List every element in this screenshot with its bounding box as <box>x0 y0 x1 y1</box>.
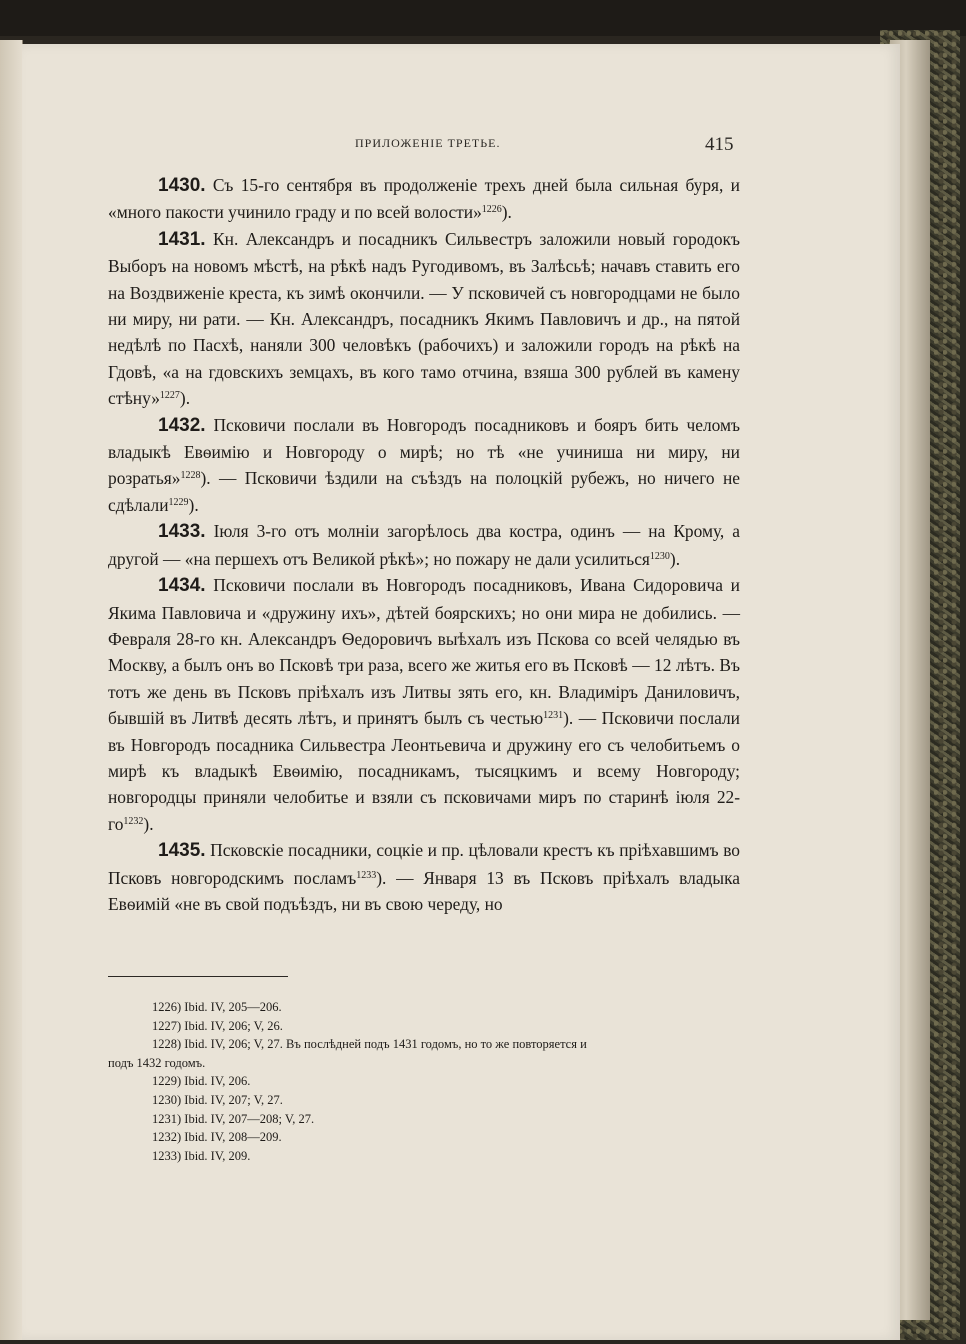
footnote-number: 1231) <box>152 1111 182 1126</box>
footnote-number: 1227) <box>152 1018 182 1033</box>
entry-1432 <box>108 412 740 519</box>
footnote <box>108 998 740 1017</box>
footnote <box>108 1091 740 1110</box>
footnote-number: 1226) <box>152 1000 182 1014</box>
footnote-number: 1233) <box>152 1148 182 1163</box>
entry-tail: ). — Января 13 въ Псковъ пріѣхалъ владыка Евѳимій «не въ свой подъѣздъ, ни въ свою череду, но <box>108 867 740 914</box>
entry-year: 1435. <box>158 840 206 862</box>
entry-text: Псковскіе посадники, соцкіе и пр. цѣловали крестъ къ пріѣхавшимъ во Псковъ новгородскимъ посламъ <box>108 840 740 888</box>
entry-year: 1430. <box>158 175 206 196</box>
footnote <box>108 1017 740 1036</box>
footnote-text: Ibid. IV, 209. <box>184 1148 251 1163</box>
entry-text: Съ 15-го сентября въ продолженіе трехъ дней была сильная буря, и «много пакости учинило граду и по всей волости» <box>108 175 740 223</box>
footnote <box>108 1147 740 1166</box>
entry-year: 1434. <box>158 575 206 597</box>
previous-page-edge <box>0 40 23 1340</box>
footnote-ref: 1230 <box>649 550 670 562</box>
footnote-text: Ibid. IV, 207—208; V, 27. <box>184 1111 315 1126</box>
entry-year: 1433. <box>158 521 206 543</box>
running-title: ПРИЛОЖЕНІЕ ТРЕТЬЕ. <box>355 136 501 150</box>
footnote-text: Ibid. IV, 206; V, 27. Въ послѣдней подъ 1431 годомъ, но то же повторяется и <box>184 1037 587 1052</box>
entry-tail: ). <box>669 548 681 569</box>
entry-1434 <box>108 572 740 837</box>
footnote-rule <box>108 976 288 977</box>
footnote-ref: 1233 <box>356 869 377 881</box>
footnote-text: Ibid. IV, 205—206. <box>184 1000 282 1014</box>
entry-1433 <box>108 518 740 572</box>
footnote <box>108 1035 740 1072</box>
footnote-ref: 1226 <box>481 204 502 216</box>
main-text <box>108 172 740 917</box>
footnote <box>108 1072 740 1091</box>
entry-year: 1431. <box>158 228 206 250</box>
footnote-ref: 1229 <box>168 496 189 508</box>
entry-tail: ). <box>143 813 154 834</box>
footnote-number: 1232) <box>152 1130 182 1145</box>
entry-1435 <box>108 837 740 917</box>
footnote-number: 1230) <box>152 1092 182 1107</box>
entry-tail: ). — Псковичи ѣздили на съѣздъ на полоцкій рубежъ, но ничего не сдѣлали <box>108 468 740 515</box>
footnote-number: 1228) <box>152 1037 182 1052</box>
entry-text: Псковичи послали въ Новгородъ посадниковъ, Ивана Сидоровича и Якима Павловича и «дружину ихъ», дѣтей боярскихъ; но они мира не добились. — Февраля 28-го кн. Александръ Ѳедоровичъ выѣхалъ изъ Пскова со всей челядью въ Москву, а былъ онъ во Псковѣ три раза, всего же житья его въ Псковѣ — 12 лѣтъ. Въ тотъ же день въ Псковъ пріѣхалъ изъ Литвы зять его, кн. Владиміръ Даниловичъ, бывшій въ Литвѣ десять лѣтъ, и принятъ былъ съ честью <box>108 575 740 729</box>
page-number: 415 <box>705 134 734 155</box>
footnote <box>108 1128 740 1147</box>
footnote-text: Ibid. IV, 208—209. <box>184 1130 282 1145</box>
entry-1431 <box>108 226 740 412</box>
footnote-ref: 1228 <box>180 470 201 482</box>
footnote-text: Ibid. IV, 206. <box>184 1074 251 1089</box>
footnotes <box>108 998 740 1165</box>
footnote-ref: 1232 <box>123 815 144 827</box>
footnote-text: Ibid. IV, 206; V, 26. <box>184 1018 283 1033</box>
footnote <box>108 1110 740 1129</box>
entry-tail: ). <box>188 494 199 515</box>
entry-text: Кн. Александръ и посадникъ Сильвестръ заложили новый городокъ Выборъ на новомъ мѣстѣ, на рѣкѣ надъ Ругодивомъ, въ Залѣсьѣ; начавъ ставить его на Воздвиженіе креста, къ зимѣ окончили. — У псковичей съ новгородцами не было ни миру, ни рати. — Кн. Александръ, посадникъ Якимъ Павловичъ и др., на пятой недѣлѣ по Пасхѣ, наняли 300 человѣкъ (рабочихъ) и заложили городъ на рѣкѣ на Гдовѣ, «а на гдовскихъ земцахъ, въ кого тамо отчина, взяша 300 рублей въ камену стѣну» <box>108 228 740 409</box>
entry-text: Псковичи послали въ Новгородъ посадниковъ и бояръ бить челомъ владыкѣ Евѳимію и Новгороду о мирѣ; но тѣ «не учиниша ни миру, ни розратья» <box>108 414 740 489</box>
footnote-ref: 1231 <box>543 710 564 722</box>
entry-tail: ). <box>501 202 512 223</box>
entry-tail: ). — Псковичи послали въ Новгородъ посадника Сильвестра Леонтьевича и дружину его съ челобитьемъ о мирѣ къ владыкѣ Евѳимію, посадникамъ, тысяцкимъ и всему Новгороду; новгородцы приняли челобитье и взяли съ псковичами миръ по старинѣ іюля 22-го <box>108 708 740 834</box>
footnote-continuation: подъ 1432 годомъ. <box>108 1055 206 1070</box>
entry-1430 <box>108 172 740 226</box>
footnote-ref: 1227 <box>159 390 180 402</box>
footnote-text: Ibid. IV, 207; V, 27. <box>184 1092 283 1107</box>
entry-year: 1432. <box>158 414 206 436</box>
entry-text: Іюля 3-го отъ молніи загорѣлось два костра, одинъ — на Крому, а другой — «на першехъ отъ Великой рѣкѣ»; но пожару не дали усилиться <box>108 521 741 569</box>
footnote-number: 1229) <box>152 1074 182 1089</box>
top-background <box>0 0 966 36</box>
entry-tail: ). <box>179 388 191 409</box>
